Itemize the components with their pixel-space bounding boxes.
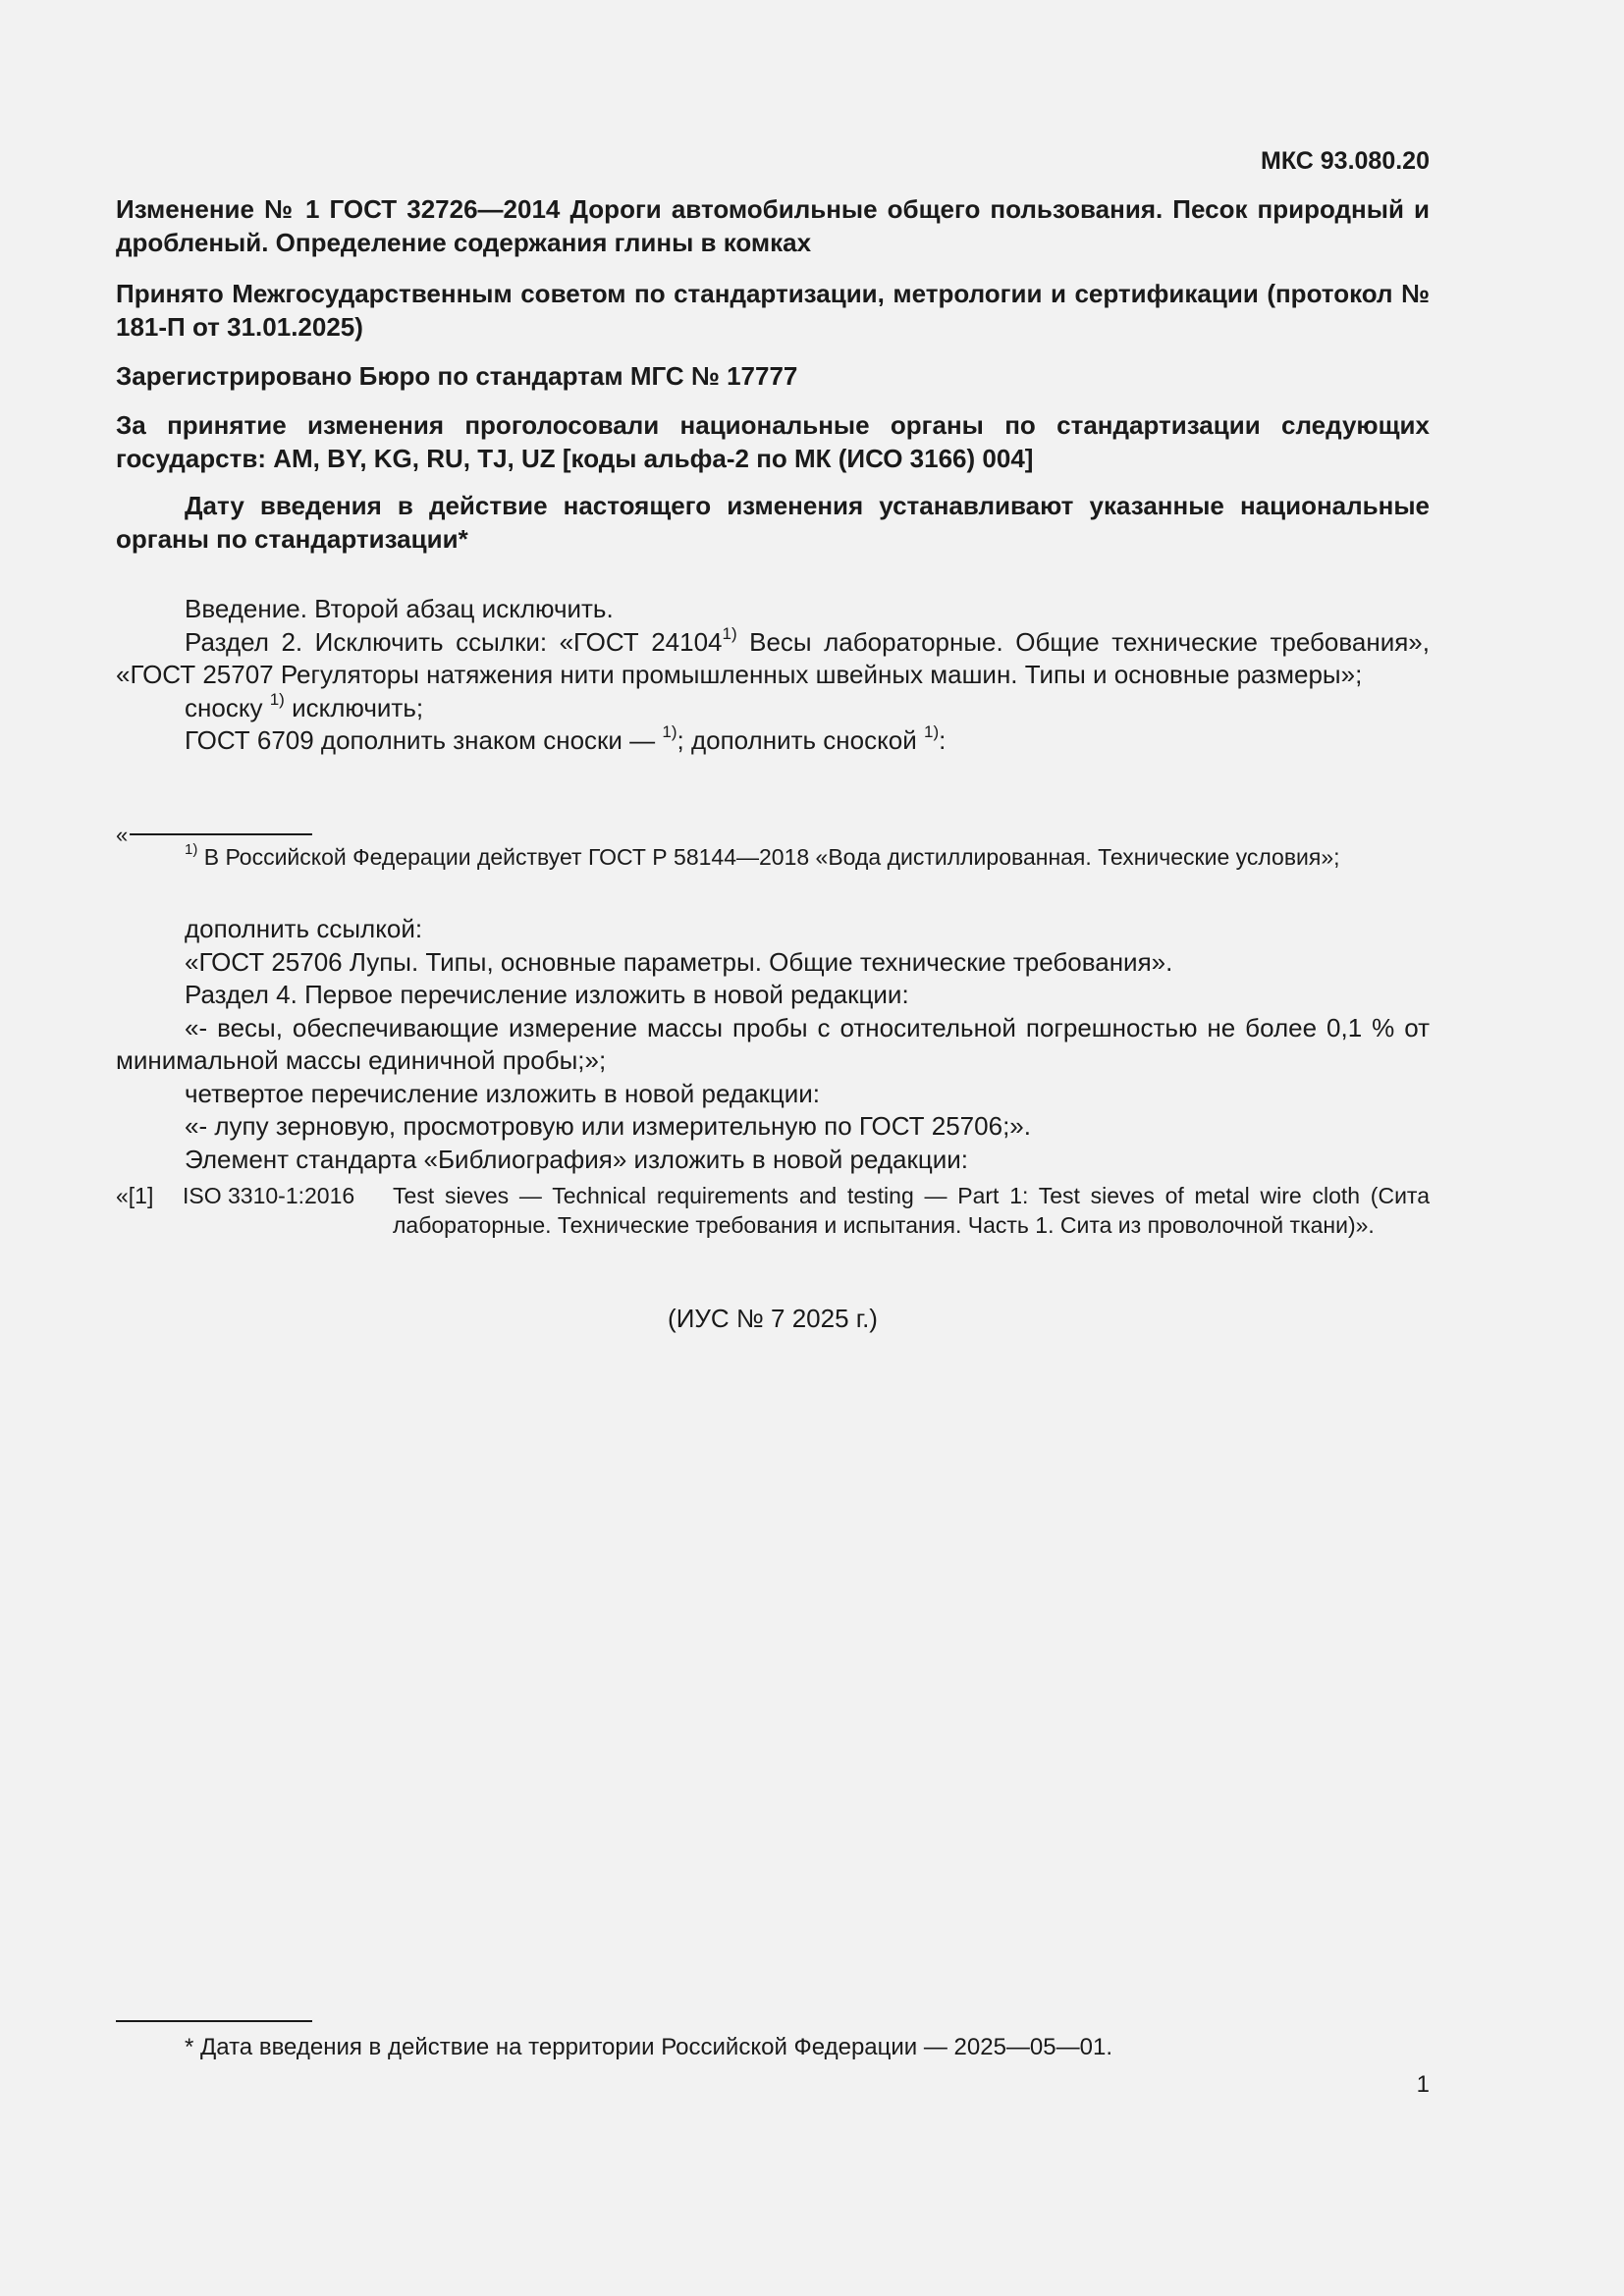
paragraph-magnifier: «- лупу зерновую, просмотровую или измерительную по ГОСТ 25706;». <box>185 1111 1031 1141</box>
amendment-body <box>116 593 1430 758</box>
footnote-open-quote: « <box>116 823 129 847</box>
bottom-footnote-rule <box>116 2020 312 2022</box>
paragraph-section-2: Раздел 2. Исключить ссылки: «ГОСТ 24104$^{1)}$ Весы лабораторные. Общие технические требования», «ГОСТ 25707 Регуляторы натяжения нити промышленных швейных машин. Типы и основные размеры»; <box>116 623 1430 689</box>
paragraph-introduction: Введение. Второй абзац исключить. <box>185 594 614 623</box>
bibliography-description: Test sieves — Technical requirements and testing — Part 1: Test sieves of metal wire cloth (Сита лабораторные. Технические требования и испытания. Часть 1. Сита из проволочной ткани)». <box>393 1183 1430 1238</box>
bottom-footnote: * Дата введения в действие на территории Российской Федерации — 2025—05—01. <box>185 2034 1112 2060</box>
paragraph-gost-25706: «ГОСТ 25706 Лупы. Типы, основные параметры. Общие технические требования». <box>185 946 1173 977</box>
paragraph-footnote-exclude: сноску $^{1)}$ исключить; <box>185 689 424 722</box>
paragraph-bibliography: Элемент стандарта «Библиография» изложить в новой редакции: <box>185 1144 969 1174</box>
amendment-title: Изменение № 1 ГОСТ 32726—2014 Дороги автомобильные общего пользования. Песок природный и дробленый. Определение содержания глины в комках <box>116 194 1430 257</box>
amendment-body-continued <box>116 913 1430 1176</box>
effective-date-statement: Дату введения в действие настоящего изменения устанавливают указанные национальные органы по стандартизации* <box>116 491 1430 554</box>
bibliography-number: «[1] <box>116 1183 154 1208</box>
paragraph-add-reference: дополнить ссылкой: <box>185 914 423 943</box>
paragraph-section-4: Раздел 4. Первое перечисление изложить в новой редакции: <box>185 980 909 1009</box>
ius-reference: (ИУС № 7 2025 г.) <box>668 1304 878 1333</box>
registration-statement: Зарегистрировано Бюро по стандартам МГС № 17777 <box>116 361 798 391</box>
paragraph-scales: «- весы, обеспечивающие измерение массы пробы с относительной погрешностью не более 0,1 % от минимальной массы единичной пробы;»; <box>116 1012 1430 1075</box>
page-number: 1 <box>1416 2071 1430 2098</box>
adopted-statement: Принято Межгосударственным советом по стандартизации, метрологии и сертификации (протокол № 181-П от 31.01.2025) <box>116 279 1430 342</box>
mks-code: МКС 93.080.20 <box>1261 147 1430 175</box>
paragraph-gost-6709: ГОСТ 6709 дополнить знаком сноски — $^{1)}$; дополнить сноской $^{1)}$: <box>185 722 947 755</box>
footnote-rule <box>130 833 312 835</box>
voting-statement: За принятие изменения проголосовали национальные органы по стандартизации следующих государств: AM, BY, KG, RU, TJ, UZ [коды альфа-2 по МК (ИСО 3166) 004] <box>116 410 1430 473</box>
bibliography-code: ISO 3310-1:2016 <box>183 1183 355 1208</box>
footnote-text: $^{1)}$ В Российской Федерации действует ГОСТ Р 58144—2018 «Вода дистиллированная. Технические условия»; <box>185 841 1340 870</box>
paragraph-fourth-item: четвертое перечисление изложить в новой редакции: <box>185 1078 821 1108</box>
